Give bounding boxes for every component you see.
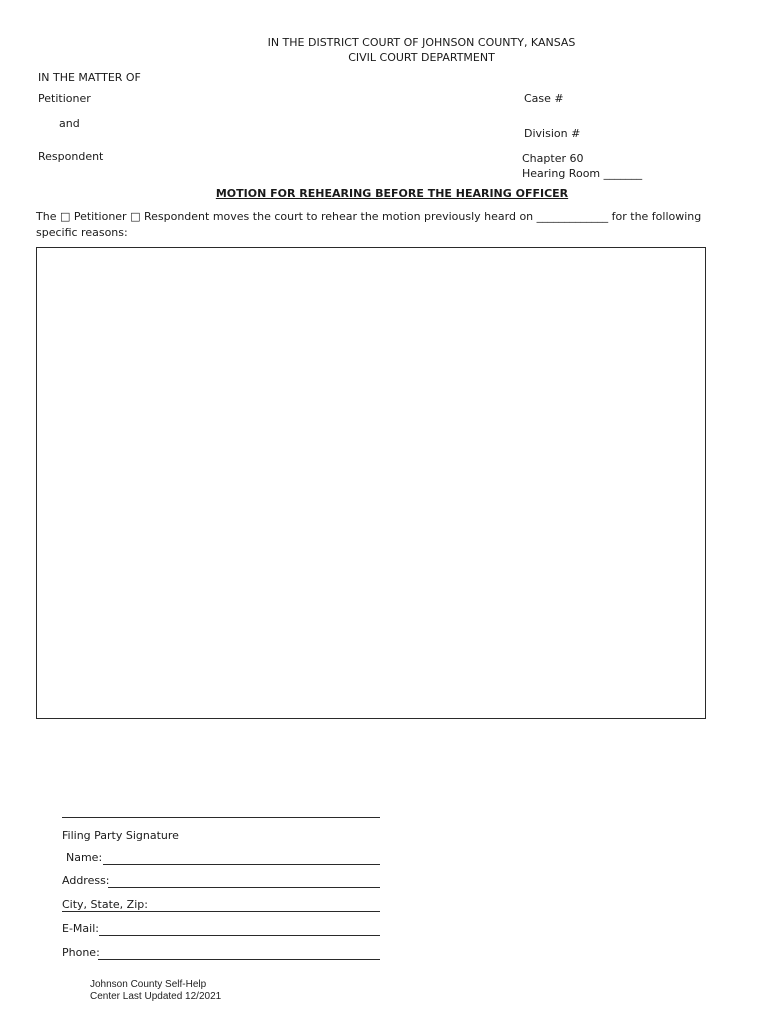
phone-line	[98, 959, 380, 960]
chapter-label: Chapter 60	[522, 152, 584, 165]
filing-party-signature-label: Filing Party Signature	[62, 829, 179, 842]
name-line	[103, 864, 380, 865]
name-field[interactable]	[62, 848, 380, 866]
phone-field[interactable]	[62, 943, 380, 961]
city-state-zip-line	[62, 911, 380, 912]
address-label: Address:	[62, 874, 110, 887]
city-state-zip-field[interactable]	[62, 895, 380, 913]
name-label: Name:	[66, 851, 103, 864]
matter-of-label: IN THE MATTER OF	[38, 71, 141, 84]
case-number-label: Case #	[524, 92, 564, 105]
phone-label: Phone:	[62, 946, 100, 959]
address-line	[108, 887, 380, 888]
email-label: E-Mail:	[62, 922, 99, 935]
email-line	[99, 935, 380, 936]
address-field[interactable]	[62, 871, 380, 889]
division-label: Division #	[524, 127, 581, 140]
petitioner-label: Petitioner	[38, 92, 91, 105]
city-state-zip-label: City, State, Zip:	[62, 898, 148, 911]
document-title: MOTION FOR REHEARING BEFORE THE HEARING OFFICER	[215, 187, 569, 200]
motion-statement: The □ Petitioner □ Respondent moves the court to rehear the motion previously heard on _____________ for the following	[36, 210, 702, 223]
hearing-room-label: Hearing Room _______	[522, 167, 643, 180]
respondent-label: Respondent	[38, 150, 104, 163]
and-label: and	[59, 117, 80, 130]
footer-line-1: Johnson County Self-Help	[90, 979, 207, 990]
footer-line-2: Center Last Updated 12/2021	[90, 991, 222, 1002]
specific-reasons-label: specific reasons:	[36, 226, 128, 239]
signature-line[interactable]	[62, 817, 380, 818]
department-heading: CIVIL COURT DEPARTMENT	[348, 51, 495, 64]
court-heading: IN THE DISTRICT COURT OF JOHNSON COUNTY, KANSAS	[267, 36, 576, 49]
reasons-text-area[interactable]	[36, 247, 706, 719]
email-field[interactable]	[62, 919, 380, 937]
